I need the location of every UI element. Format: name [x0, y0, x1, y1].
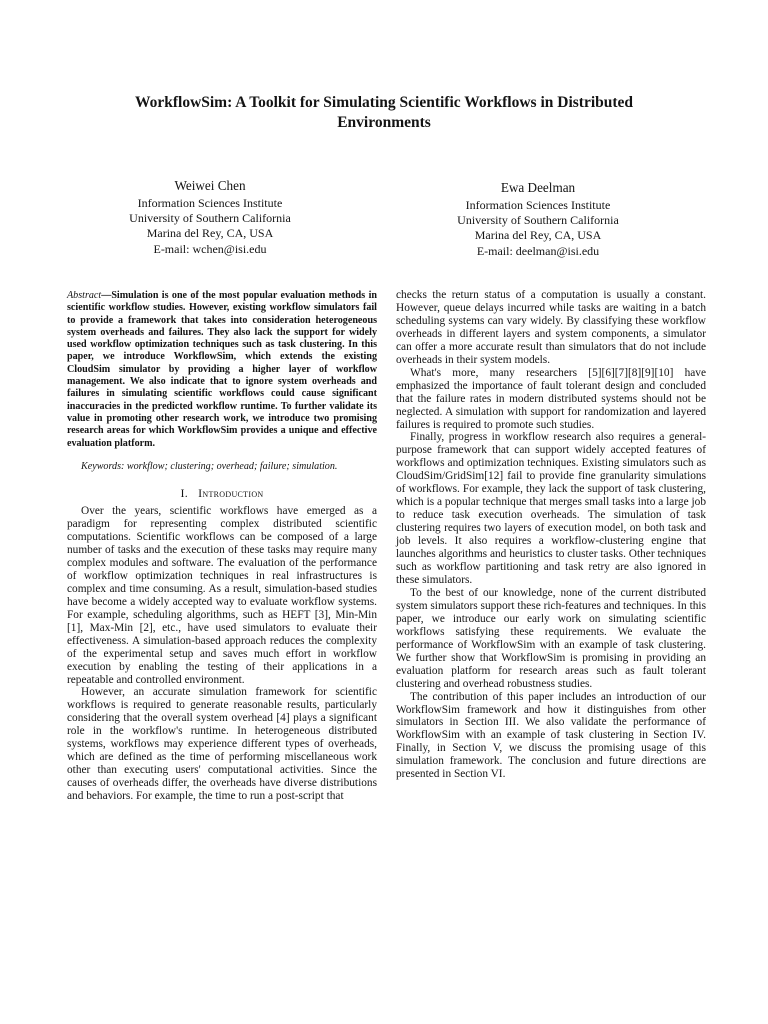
- paragraph-intro-6: The contribution of this paper includes an introduction of our WorkflowSim framework and how it distinguishes from other simulators in Section III. We also validate the performance of WorkflowSim with an example of task clustering in Section IV. Finally, in Section V, we discuss the promising usage of this simulation framework. The conclusion and future directions are presented in Section VI.: [396, 690, 706, 781]
- section-heading-introduction: [67, 487, 377, 500]
- paragraph-intro-4: Finally, progress in workflow research also requires a general-purpose framework that can support widely accepted features of workflows and optimization techniques. Existing simulators such as CloudSim/GridSim[12] fail to provide fine granularity simulations of workflows. For example, they lack the support of task clustering, which is a popular technique that merges small tasks into a large job to reduce task execution overheads. The simulation of task clustering requires two layers of execution model, on both task and job levels. It also requires a workflow-clustering engine that launches algorithms and heuristics to cluster tasks. Other techniques such as workflow partitioning and task retry are also ignored in these simulators.: [396, 431, 706, 586]
- abstract-dash: —: [101, 290, 112, 301]
- section-number: I.: [180, 486, 189, 501]
- author-university: University of Southern California: [457, 213, 619, 228]
- author-university: University of Southern California: [129, 211, 291, 226]
- title-line-2: Environments: [337, 114, 431, 131]
- author-email: E-mail: deelman@isi.edu: [476, 243, 600, 258]
- paragraph-intro-2: However, an accurate simulation framework for scientific workflows is required to generate reasonable results, particularly considering that the overall system overhead [4] plays a significant role in the workflow's runtime. In heterogeneous distributed systems, workflows may experience different types of overheads, which are defined as the time of performing miscellaneous work other than executing users' computational activities. Since the causes of overheads differ, the overheads have diverse distributions and behaviors. For example, the time to run a post-script that: [67, 686, 377, 803]
- abstract: [67, 290, 377, 450]
- paragraph-intro-3: What's more, many researchers [5][6][7][8][9][10] have emphasized the importance of fault tolerant design and concluded that the failure rates in modern distributed systems should not be neglected. A simulation with support for randomization and layered failures is required to promote such studies.: [396, 366, 706, 431]
- left-column: [67, 290, 377, 803]
- author-name: Ewa Deelman: [500, 180, 576, 195]
- author-email: E-mail: wchen@isi.edu: [153, 241, 267, 256]
- author-location: Marina del Rey, CA, USA: [474, 228, 602, 243]
- author-block-chen: [80, 178, 340, 257]
- abstract-label: Abstract: [67, 290, 102, 301]
- section-title: Introduction: [198, 486, 264, 501]
- paper-title: [60, 93, 708, 133]
- author-location: Marina del Rey, CA, USA: [146, 226, 274, 241]
- author-block-deelman: [408, 180, 668, 259]
- author-name: Weiwei Chen: [174, 178, 246, 193]
- title-line-1: WorkflowSim: A Toolkit for Simulating Scientific Workflows in Distributed: [134, 94, 634, 111]
- author-affiliation: Information Sciences Institute: [465, 198, 611, 212]
- right-column: [396, 289, 706, 781]
- abstract-body: Simulation is one of the most popular evaluation methods in scientific workflow studies. However, existing workflow simulators fail to provide a framework that takes into consideration heterogeneous system overheads and failures. They also lack the support for widely used workflow optimization techniques such as task clustering. In this paper, we introduce WorkflowSim, which extends the existing CloudSim simulator by providing a higher layer of workflow management. We also indicate that to ignore system overheads and failures in simulating scientific workflows could cause significant inaccuracies in the predicted workflow runtime. To further validate its value in promoting other research work, we introduce two promising research areas for which WorkflowSim provides a unique and effective evaluation platform.: [67, 290, 377, 449]
- keywords: Keywords: workflow; clustering; overhead; failure; simulation.: [81, 460, 338, 472]
- author-affiliation: Information Sciences Institute: [137, 196, 283, 210]
- paragraph-intro-1: Over the years, scientific workflows have emerged as a paradigm for representing complex distributed scientific computations. Scientific workflows can be composed of a large number of tasks and the execution of these tasks may require many complex modules and software. The evaluation of the performance of workflow optimization techniques in real infrastructures is complex and time consuming. As a result, simulation-based studies have become a widely accepted way to evaluate workflow systems. For example, scheduling algorithms, such as HEFT [3], Min-Min [1], Max-Min [2], etc., have used simulators to evaluate their effectiveness. A simulation-based approach reduces the complexity of the experimental setup and saves much effort in workflow execution by enabling the testing of their applications in a repeatable and controlled environment.: [67, 505, 377, 686]
- paragraph-intro-5: To the best of our knowledge, none of the current distributed system simulators support these rich-features and techniques. In this paper, we introduce our early work on simulating scientific workflows satisfying these requirements. We evaluate the performance of WorkflowSim with an example of task clustering. We further show that WorkflowSim is promising in providing an evaluation platform for research areas such as fault tolerant clustering and overhead robustness studies.: [396, 586, 706, 690]
- paragraph-intro-2-continued: checks the return status of a computation is usually a constant. However, queue delays incurred while tasks are waiting in a batch scheduling systems can vary widely. By classifying these workflow overheads in different layers and system components, a simulator can offer a more accurate result than simulators that do not include overheads in their system models.: [396, 289, 706, 366]
